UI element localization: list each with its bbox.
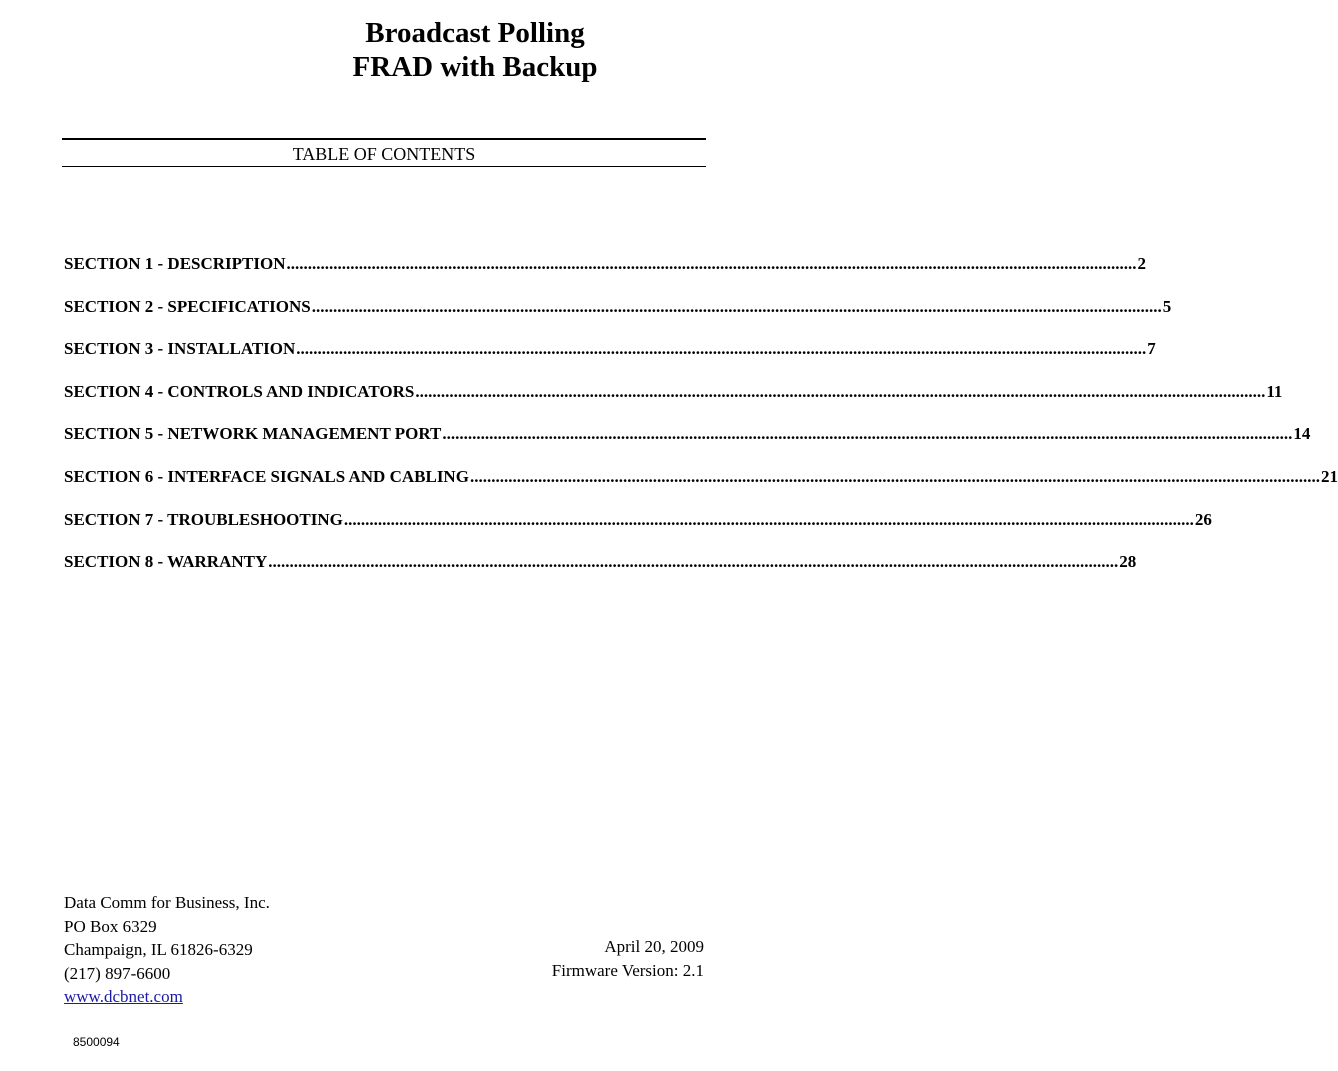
title-line-2: FRAD with Backup (352, 51, 598, 83)
website-link[interactable]: www.dcbnet.com (64, 987, 183, 1006)
toc-entry-label: SECTION 7 - TROUBLESHOOTING (64, 509, 343, 529)
city-state-zip: Champaign, IL 61826-6329 (64, 940, 253, 959)
bottom-rule (62, 166, 706, 167)
toc-entry[interactable] (64, 509, 1212, 552)
toc-leader-dots: ........................................................................................................................................................................................................ (442, 424, 1293, 444)
toc-leader-dots: ........................................................................................................................................................................................................ (311, 296, 1162, 316)
toc-entry-page: 14 (1293, 424, 1311, 444)
company-address (64, 891, 270, 1009)
document-number: 8500094 (73, 1035, 120, 1049)
toc-entry-label: SECTION 3 - INSTALLATION (64, 339, 296, 359)
toc-leader-dots: ........................................................................................................................................................................................................ (296, 339, 1147, 359)
table-of-contents (64, 253, 1338, 594)
toc-leader-dots: ........................................................................................................................................................................................................ (469, 466, 1320, 486)
toc-entry-label: SECTION 5 - NETWORK MANAGEMENT PORT (64, 424, 442, 444)
toc-leader-dots: ........................................................................................................................................................................................................ (268, 552, 1119, 572)
toc-heading: TABLE OF CONTENTS (292, 144, 476, 164)
toc-entry-page: 21 (1320, 466, 1338, 486)
toc-entry[interactable] (64, 551, 1137, 594)
toc-entry-label: SECTION 8 - WARRANTY (64, 552, 268, 572)
toc-leader-dots: ........................................................................................................................................................................................................ (286, 254, 1137, 273)
toc-entry-label: SECTION 6 - INTERFACE SIGNALS AND CABLING (64, 466, 469, 486)
toc-entry-label: SECTION 4 - CONTROLS AND INDICATORS (64, 381, 415, 401)
toc-leader-dots: ........................................................................................................................................................................................................ (343, 509, 1194, 529)
toc-entry[interactable] (64, 423, 1311, 466)
toc-entry[interactable] (64, 296, 1172, 339)
toc-entry-page: 2 (1137, 254, 1147, 273)
top-rule (62, 138, 706, 140)
document-date: April 20, 2009 (604, 937, 704, 956)
toc-entry-page: 28 (1119, 552, 1137, 572)
toc-entry[interactable] (64, 381, 1283, 424)
toc-entry[interactable] (64, 338, 1156, 381)
toc-entry-page: 7 (1147, 339, 1156, 359)
toc-entry[interactable] (64, 253, 1147, 296)
firmware-version: Firmware Version: 2.1 (551, 960, 704, 980)
toc-entry-label: SECTION 2 - SPECIFICATIONS (64, 296, 311, 316)
company-name: Data Comm for Business, Inc. (64, 893, 270, 912)
toc-entry-page: 11 (1266, 381, 1283, 401)
toc-entry-page: 26 (1194, 509, 1212, 529)
po-box: PO Box 6329 (64, 916, 157, 936)
document-title (275, 16, 675, 84)
toc-entry-label: SECTION 1 - DESCRIPTION (64, 254, 286, 273)
phone-number: (217) 897-6600 (64, 963, 171, 983)
document-meta (552, 935, 704, 982)
toc-leader-dots: ........................................................................................................................................................................................................ (415, 381, 1266, 401)
toc-entry-page: 5 (1162, 296, 1172, 316)
toc-entry[interactable] (64, 466, 1338, 509)
title-line-1: Broadcast Polling (365, 17, 585, 49)
